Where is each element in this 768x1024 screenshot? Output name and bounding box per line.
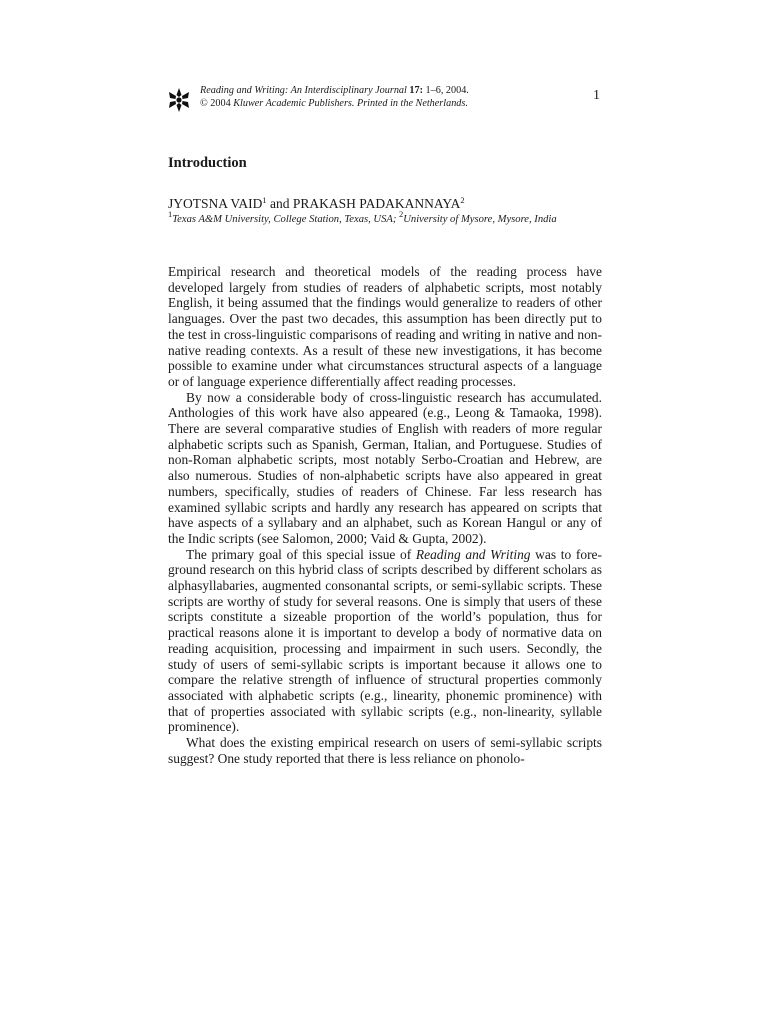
affiliation-text: University of Mysore, Mysore, India [403,214,557,225]
affiliation-marker: 2 [460,195,465,205]
kluwer-star-logo-icon [168,87,190,113]
journal-name: Reading and Writing: An Interdisciplinary Journal [200,85,407,96]
journal-citation [200,84,469,110]
body-paragraph: Empirical research and theoretical models of the reading process have developed largely from studies of readers of alphabetic scripts, most notably English, it being assumed that the findings would generalize to readers of other languages. Over the past two decades, this assumption has been directly put to the test in cross-linguistic comparisons of reading and writing in native and non-native reading contexts. As a result of these new investigations, it has become possible to examine under what circumstances structural aspects of a language or of language experience differentially affect reading processes. [168,264,602,389]
journal-title-italic: Reading and Writing [415,546,531,562]
article-title: Introduction [168,155,247,171]
author-name: JYOTSNA VAID [168,196,263,211]
affiliation-marker: 2 [399,209,404,219]
body-paragraph: By now a considerable body of cross-linguistic research has accumulated. Anthologies of this work have also appeared (e.g., Leong & Tamaoka, 1998). There are several comparative studies of English with readers of more regular alphabetic scripts such as Spanish, German, Italian, and Portuguese. Studies of non-Roman alphabetic scripts, most notably Serbo-Croatian and Hebrew, are also numerous. Studies of non-alphabetic scripts have also appeared in great numbers, specifically, studies of readers of Chinese. Far less research has examined syllabic scripts and hardly any research has appeared on scripts that have aspects of a syllabary and an alphabet, such as Korean Hangul or any of the Indic scripts (see Salomon, 2000; Vaid & Gupta, 2002). [168,389,602,546]
author-line [168,196,465,212]
printed-notice: Printed in the Netherlands. [356,98,468,109]
publisher-name: Kluwer Academic Publishers. [233,98,355,109]
copyright-notice: © 2004 [200,98,231,109]
journal-line-1 [200,84,469,97]
page-number: 1 [593,88,600,103]
running-header [168,84,604,114]
author-name: PRAKASH PADAKANNAYA [292,196,461,211]
affiliation-text: Texas A&M University, College Station, Texas, USA; [172,214,397,225]
author-joiner: and [270,196,290,211]
body-paragraph [168,547,602,735]
journal-volume: 17: [409,85,423,96]
journal-pages-year: 1–6, 2004. [425,85,469,96]
body-paragraph: What does the existing empirical research on users of semi-syllabic scripts suggest? One study reported that there is less reliance on phonolo- [168,735,602,766]
affiliation-marker: 1 [168,209,173,219]
paragraph-text: was to foreground research on this hybrid class of scripts described by different scholars as alphasyllabaries, augmented consonantal scripts, or semi-syllabic scripts. These scripts are worthy of study for several reasons. One is simply that users of these scripts constitute a sizeable proportion of the world’s population, thus for practical reasons alone it is important to develop a body of normative data on reading acquisition, processing and impairment in such users. Secondly, the study of users of semi-syllabic scripts is important because it allows one to compare the relative strength of influence of structural properties commonly associated with alphabetic scripts (e.g., linearity, phonemic prominence) with that of properties associated with syllabic scripts (e.g., non-linearity, syllable prominence). [168,546,602,735]
article-body [168,264,602,767]
affiliation-marker: 1 [262,195,267,205]
journal-line-2 [200,97,469,110]
affiliation-line [168,209,557,225]
paragraph-text: The primary goal of this special issue of [186,546,416,562]
